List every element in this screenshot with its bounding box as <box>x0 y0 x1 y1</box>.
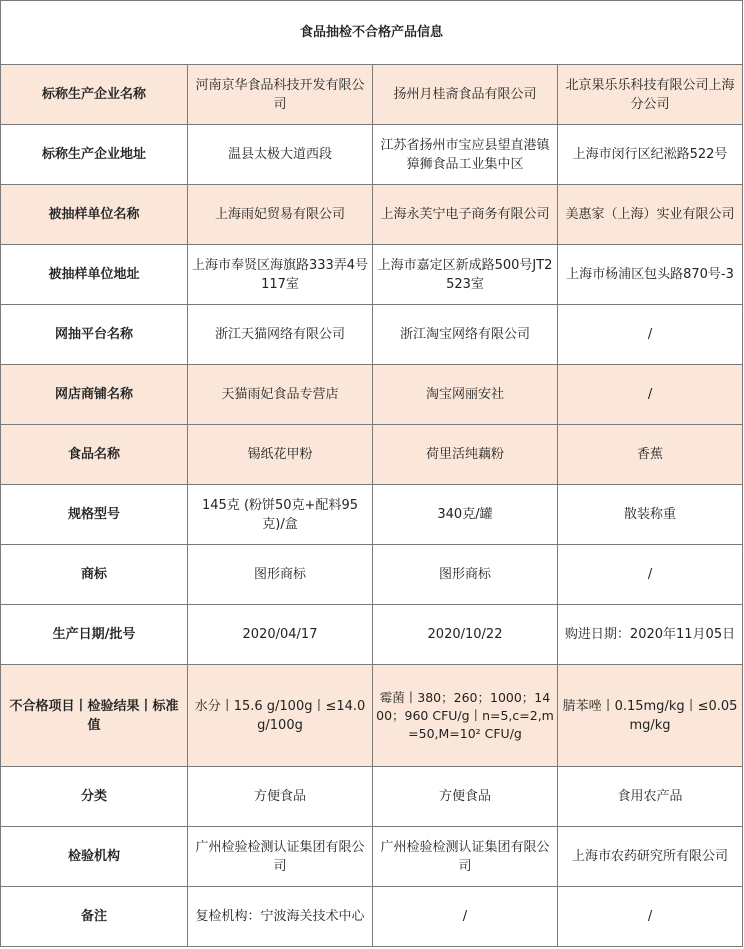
table-row <box>1 485 743 545</box>
cell-product-3: 北京果乐乐科技有限公司上海分公司 <box>558 65 743 125</box>
row-label: 备注 <box>1 887 188 947</box>
cell-product-2: 上海市嘉定区新成路500号JT2523室 <box>373 245 558 305</box>
table-row <box>1 887 743 947</box>
cell-product-1: 浙江天猫网络有限公司 <box>188 305 373 365</box>
table-title: 食品抽检不合格产品信息 <box>1 1 743 65</box>
table-row <box>1 185 743 245</box>
cell-product-3: 购进日期：2020年11月05日 <box>558 605 743 665</box>
table-row <box>1 425 743 485</box>
row-label: 商标 <box>1 545 188 605</box>
cell-product-3: 上海市闵行区纪淞路522号 <box>558 125 743 185</box>
cell-product-2: 广州检验检测认证集团有限公司 <box>373 827 558 887</box>
cell-product-2: 江苏省扬州市宝应县望直港镇獐狮食品工业集中区 <box>373 125 558 185</box>
cell-product-1: 水分丨15.6 g/100g丨≤14.0 g/100g <box>188 665 373 767</box>
cell-product-3: 上海市农药研究所有限公司 <box>558 827 743 887</box>
cell-product-1: 河南京华食品科技开发有限公司 <box>188 65 373 125</box>
cell-product-1: 锡纸花甲粉 <box>188 425 373 485</box>
cell-product-3: 香蕉 <box>558 425 743 485</box>
row-label: 生产日期/批号 <box>1 605 188 665</box>
table-row <box>1 827 743 887</box>
cell-product-3: / <box>558 305 743 365</box>
table-row <box>1 305 743 365</box>
table-row <box>1 767 743 827</box>
table-row <box>1 365 743 425</box>
row-label: 网店商铺名称 <box>1 365 188 425</box>
row-label: 网抽平台名称 <box>1 305 188 365</box>
row-label: 不合格项目丨检验结果丨标准值 <box>1 665 188 767</box>
cell-product-3: / <box>558 365 743 425</box>
table-row <box>1 245 743 305</box>
cell-product-3: 腈苯唑丨0.15mg/kg丨≤0.05mg/kg <box>558 665 743 767</box>
cell-product-3: 美惠家（上海）实业有限公司 <box>558 185 743 245</box>
table-row <box>1 605 743 665</box>
row-label: 标称生产企业名称 <box>1 65 188 125</box>
row-label: 分类 <box>1 767 188 827</box>
cell-product-1: 复检机构：宁波海关技术中心 <box>188 887 373 947</box>
cell-product-3: 食用农产品 <box>558 767 743 827</box>
table-row <box>1 545 743 605</box>
cell-product-2: / <box>373 887 558 947</box>
row-label: 检验机构 <box>1 827 188 887</box>
cell-product-2: 荷里活纯藕粉 <box>373 425 558 485</box>
cell-product-2: 方便食品 <box>373 767 558 827</box>
cell-product-1: 145克 (粉饼50克+配料95克)/盒 <box>188 485 373 545</box>
cell-product-1: 天猫雨妃食品专营店 <box>188 365 373 425</box>
cell-product-1: 温县太极大道西段 <box>188 125 373 185</box>
cell-product-2: 上海永芙宁电子商务有限公司 <box>373 185 558 245</box>
cell-product-2: 浙江淘宝网络有限公司 <box>373 305 558 365</box>
cell-product-2: 淘宝网丽安社 <box>373 365 558 425</box>
cell-product-2: 2020/10/22 <box>373 605 558 665</box>
cell-product-2: 扬州月桂斋食品有限公司 <box>373 65 558 125</box>
cell-product-3: / <box>558 545 743 605</box>
cell-product-1: 上海市奉贤区海旗路333弄4号117室 <box>188 245 373 305</box>
cell-product-1: 广州检验检测认证集团有限公司 <box>188 827 373 887</box>
row-label: 被抽样单位名称 <box>1 185 188 245</box>
cell-product-3: 散装称重 <box>558 485 743 545</box>
row-label: 被抽样单位地址 <box>1 245 188 305</box>
cell-product-3: 上海市杨浦区包头路870号-3 <box>558 245 743 305</box>
cell-product-3: / <box>558 887 743 947</box>
cell-product-2: 图形商标 <box>373 545 558 605</box>
table-row <box>1 665 743 767</box>
cell-product-1: 上海雨妃贸易有限公司 <box>188 185 373 245</box>
cell-product-1: 图形商标 <box>188 545 373 605</box>
table-row <box>1 125 743 185</box>
row-label: 标称生产企业地址 <box>1 125 188 185</box>
cell-product-1: 2020/04/17 <box>188 605 373 665</box>
cell-product-2: 霉菌丨380；260；1000；1400；960 CFU/g丨n=5,c=2,m=50,M=10² CFU/g <box>373 665 558 767</box>
cell-product-2: 340克/罐 <box>373 485 558 545</box>
row-label: 食品名称 <box>1 425 188 485</box>
row-label: 规格型号 <box>1 485 188 545</box>
table-row <box>1 65 743 125</box>
cell-product-1: 方便食品 <box>188 767 373 827</box>
